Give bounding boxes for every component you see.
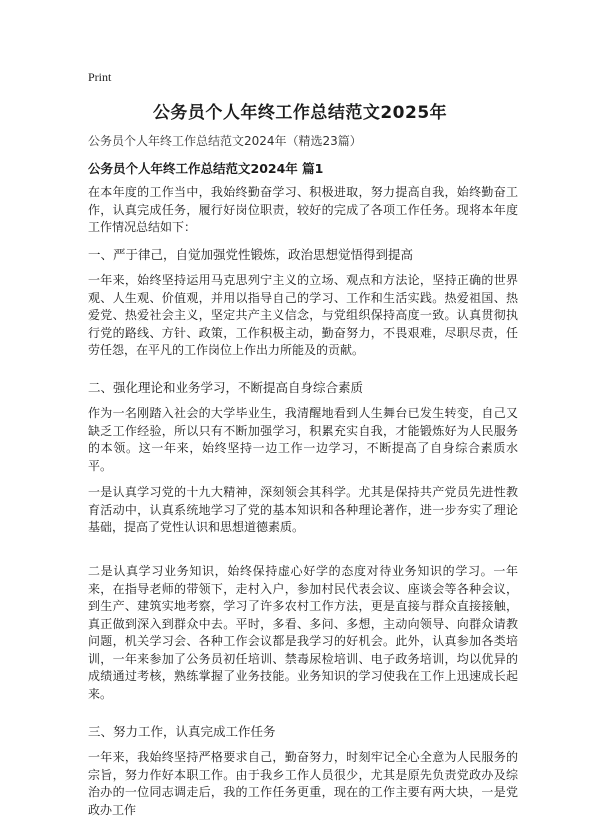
print-link[interactable]: Print xyxy=(88,70,112,84)
paragraph-three: 一是认真学习党的十九大精神，深刻领会其科学。尤其是保持共产党员先进性教育活动中，认真系统地学习了党的基本知识和各种理论著作，进一步夯实了理论基础，提高了党性认识和思想道德素质。 xyxy=(88,485,518,534)
paragraph-five: 一年来，我始终坚持严格要求自己，勤奋努力，时刻牢记全心全意为人民服务的宗旨，努力作好本职工作。由于我乡工作人员很少，尤其是原先负责党政办及综治办的一位同志调走后，我的工作任务更重，现在的工作主要有两大块，一是党政办工作 xyxy=(88,750,518,817)
document-title: 公务员个人年终工作总结范文2025年 xyxy=(152,103,448,123)
heading-two: 二、强化理论和业务学习，不断提高自身综合素质 xyxy=(88,380,364,395)
paragraph-intro: 在本年度的工作当中，我始终勤奋学习、积极进取，努力提高自我，始终勤奋工作，认真完成任务，履行好岗位职责，较好的完成了各项工作任务。现将本年度工作情况总结如下： xyxy=(88,185,518,234)
section-heading: 公务员个人年终工作总结范文2024年 篇1 xyxy=(88,161,324,176)
heading-one: 一、严于律己，自觉加强党性锻炼，政治思想觉悟得到提高 xyxy=(88,247,414,262)
heading-three: 三、努力工作，认真完成工作任务 xyxy=(88,724,276,739)
paragraph-two: 作为一名刚踏入社会的大学毕业生，我清醒地看到人生舞台已发生转变，自己又缺乏工作经验，所以只有不断加强学习，积累充实自我，才能锻炼好为人民服务的本领。这一年来，始终坚持一边工作一边学习，不断提高了自身综合素质水平。 xyxy=(88,406,518,473)
paragraph-four: 二是认真学习业务知识，始终保持虚心好学的态度对待业务知识的学习。一年来，在指导老师的带领下，走村入户，参加村民代表会议、座谈会等各种会议，到生产、建筑实地考察，学习了许多农村工作方法，更是直接与群众直接接触，真正做到深入到群众中去。平时，多看、多问、多想，主动向领导、向群众请教问题，机关学习会、各种工作会议都是我学习的好机会。此外，认真参加各类培训，一年来参加了公务员初任培训、禁毒尿检培训、电子政务培训，均以优异的成绩通过考核，熟练掌握了业务技能。业务知识的学习使我在工作上迅速成长起来。 xyxy=(88,564,518,701)
document-subtitle: 公务员个人年终工作总结范文2024年（精选23篇） xyxy=(88,134,362,148)
paragraph-one: 一年来，始终坚持运用马克思列宁主义的立场、观点和方法论，坚持正确的世界观、人生观、价值观，并用以指导自己的学习、工作和生活实践。热爱祖国、热爱党、热爱社会主义，坚定共产主义信念，与党组织保持高度一致。认真贯彻执行党的路线、方针、政策，工作积极主动，勤奋努力，不畏艰难，尽职尽责，任劳任怨，在平凡的工作岗位上作出力所能及的贡献。 xyxy=(88,273,518,357)
